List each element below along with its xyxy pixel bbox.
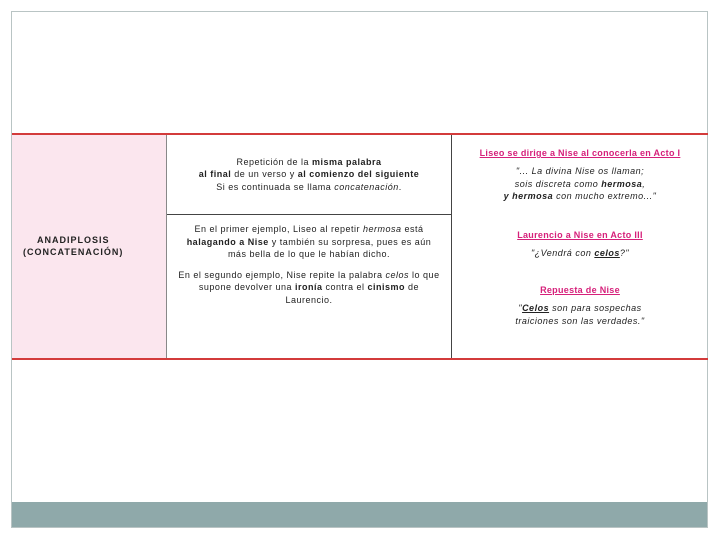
example-2-line-1: "¿Vendrá con celos?" bbox=[530, 248, 630, 258]
example-3-line-2: traiciones son las verdades." bbox=[515, 315, 645, 326]
definition-line-2: al final de un verso y al comienzo del siguiente bbox=[198, 169, 420, 180]
example-3-line-1: "Celos son para sospechas bbox=[518, 303, 642, 313]
explanation-p1-line1: En el primer ejemplo, Liseo al repetir hermosa está bbox=[194, 224, 424, 234]
example-1-line-1: "... La divina Nise os llaman; bbox=[515, 166, 645, 176]
example-2-title: Laurencio a Nise en Acto III bbox=[517, 230, 643, 240]
explanation-p1-line2: halagando a Nise y también su sorpresa, pues es aún bbox=[186, 236, 432, 247]
term-label bbox=[23, 235, 166, 258]
definition-line-1: Repetición de la misma palabra bbox=[236, 156, 382, 167]
explanation-p2-line3: Laurencio. bbox=[285, 294, 333, 305]
definition-line-3: Si es continuada se llama concatenación. bbox=[216, 181, 402, 192]
example-3 bbox=[452, 285, 708, 327]
anadiplosis-table bbox=[12, 133, 708, 360]
explanation-cell bbox=[167, 215, 451, 358]
explanation-p2-line2: supone devolver una ironía contra el cinismo de bbox=[198, 282, 420, 292]
explanation-p1-line3: más bella de lo que le habían dicho. bbox=[227, 249, 391, 259]
example-1-line-2: sois discreta como hermosa, bbox=[514, 178, 646, 189]
example-1-title: Liseo se dirige a Nise al conocerla en Acto I bbox=[479, 148, 681, 158]
example-3-title: Repuesta de Nise bbox=[540, 285, 620, 295]
explanation-p2-line1: En el segundo ejemplo, Nise repite la palabra celos lo que bbox=[178, 269, 440, 280]
term-cell bbox=[12, 135, 167, 358]
examples-column bbox=[452, 135, 708, 358]
description-column bbox=[167, 135, 452, 358]
definition-cell bbox=[167, 135, 451, 215]
term-alias: (CONCATENACIÓN) bbox=[23, 246, 124, 257]
example-1 bbox=[452, 148, 708, 230]
example-1-line-3: y hermosa con mucho extremo..." bbox=[503, 191, 657, 201]
term-name: ANADIPLOSIS bbox=[37, 235, 110, 246]
footer-bar bbox=[12, 502, 707, 527]
example-2 bbox=[452, 230, 708, 285]
